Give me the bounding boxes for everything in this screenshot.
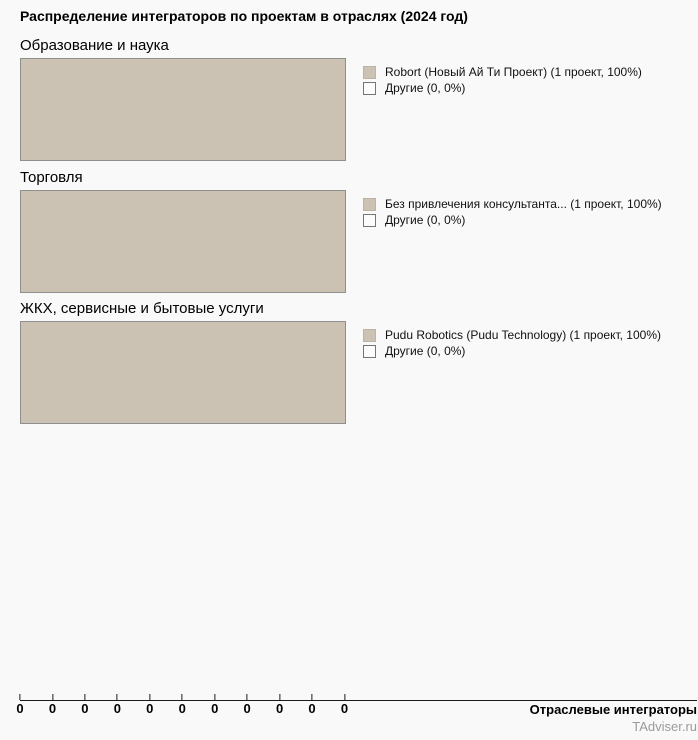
chart-title: Распределение интеграторов по проектам в отраслях (2024 год) (20, 8, 468, 24)
legend-item (363, 80, 642, 96)
tick-mark (149, 694, 150, 700)
tick-mark (312, 694, 313, 700)
tick-mark (182, 694, 183, 700)
x-tick-label: 0 (178, 701, 186, 716)
legend-swatch-filled-icon (363, 329, 376, 342)
industry-row (20, 190, 698, 293)
industry-row (20, 321, 698, 424)
legend-label: Robort (Новый Ай Ти Проект) (1 проект, 100%) (385, 65, 642, 79)
industry-section-trade (20, 168, 698, 293)
legend-item (363, 327, 661, 343)
legend-item (363, 64, 642, 80)
x-axis-tick (146, 694, 153, 715)
x-axis (0, 694, 698, 740)
bar-education (20, 58, 346, 161)
x-axis-tick (211, 694, 218, 715)
legend-item (363, 196, 662, 212)
bar-utilities (20, 321, 346, 424)
legend-label: Другие (0, 0%) (385, 344, 466, 358)
x-tick-label: 0 (16, 701, 24, 716)
industry-section-utilities (20, 299, 698, 424)
tick-mark (19, 694, 20, 700)
x-axis-ticks (16, 694, 349, 720)
legend-swatch-empty-icon (363, 345, 376, 358)
tick-mark (117, 694, 118, 700)
x-tick-label: 0 (340, 701, 349, 716)
x-axis-tick (308, 694, 315, 715)
tick-mark (214, 694, 215, 700)
industry-title: ЖКХ, сервисные и бытовые услуги (20, 300, 264, 317)
x-tick-label: 0 (308, 701, 316, 716)
x-axis-tick (341, 694, 348, 715)
x-axis-tick (16, 694, 23, 715)
x-axis-tick (49, 694, 56, 715)
legend-utilities (363, 321, 661, 359)
legend-swatch-filled-icon (363, 198, 376, 211)
x-tick-label: 0 (48, 701, 57, 716)
industry-title: Торговля (20, 169, 83, 186)
legend-swatch-empty-icon (363, 214, 376, 227)
x-axis-tick (244, 694, 251, 715)
tick-mark (84, 694, 85, 700)
legend-label: Без привлечения консультанта... (1 проект, 100%) (385, 197, 662, 211)
legend-item (363, 343, 661, 359)
legend-trade (363, 190, 662, 228)
x-tick-label: 0 (243, 701, 251, 716)
x-axis-tick (276, 694, 283, 715)
tick-mark (344, 694, 345, 700)
x-axis-tick (81, 694, 88, 715)
source-watermark: TAdviser.ru (632, 719, 697, 734)
x-tick-label: 0 (211, 701, 219, 716)
legend-label: Pudu Robotics (Pudu Technology) (1 проект, 100%) (385, 328, 661, 342)
x-tick-label: 0 (113, 701, 121, 716)
legend-label: Другие (0, 0%) (385, 81, 466, 95)
industry-title: Образование и наука (20, 37, 169, 54)
x-tick-label: 0 (146, 701, 154, 716)
x-tick-label: 0 (81, 701, 89, 716)
x-axis-tick (179, 694, 186, 715)
legend-swatch-filled-icon (363, 66, 376, 79)
bar-trade (20, 190, 346, 293)
industry-row (20, 58, 698, 161)
x-tick-label: 0 (275, 701, 284, 716)
legend-item (363, 212, 662, 228)
x-axis-tick (114, 694, 121, 715)
tick-mark (247, 694, 248, 700)
industry-section-education (20, 36, 698, 161)
legend-label: Другие (0, 0%) (385, 213, 466, 227)
legend-swatch-empty-icon (363, 82, 376, 95)
tick-mark (279, 694, 280, 700)
tick-mark (52, 694, 53, 700)
legend-education (363, 58, 642, 96)
x-axis-label: Отраслевые интеграторы (529, 702, 697, 717)
